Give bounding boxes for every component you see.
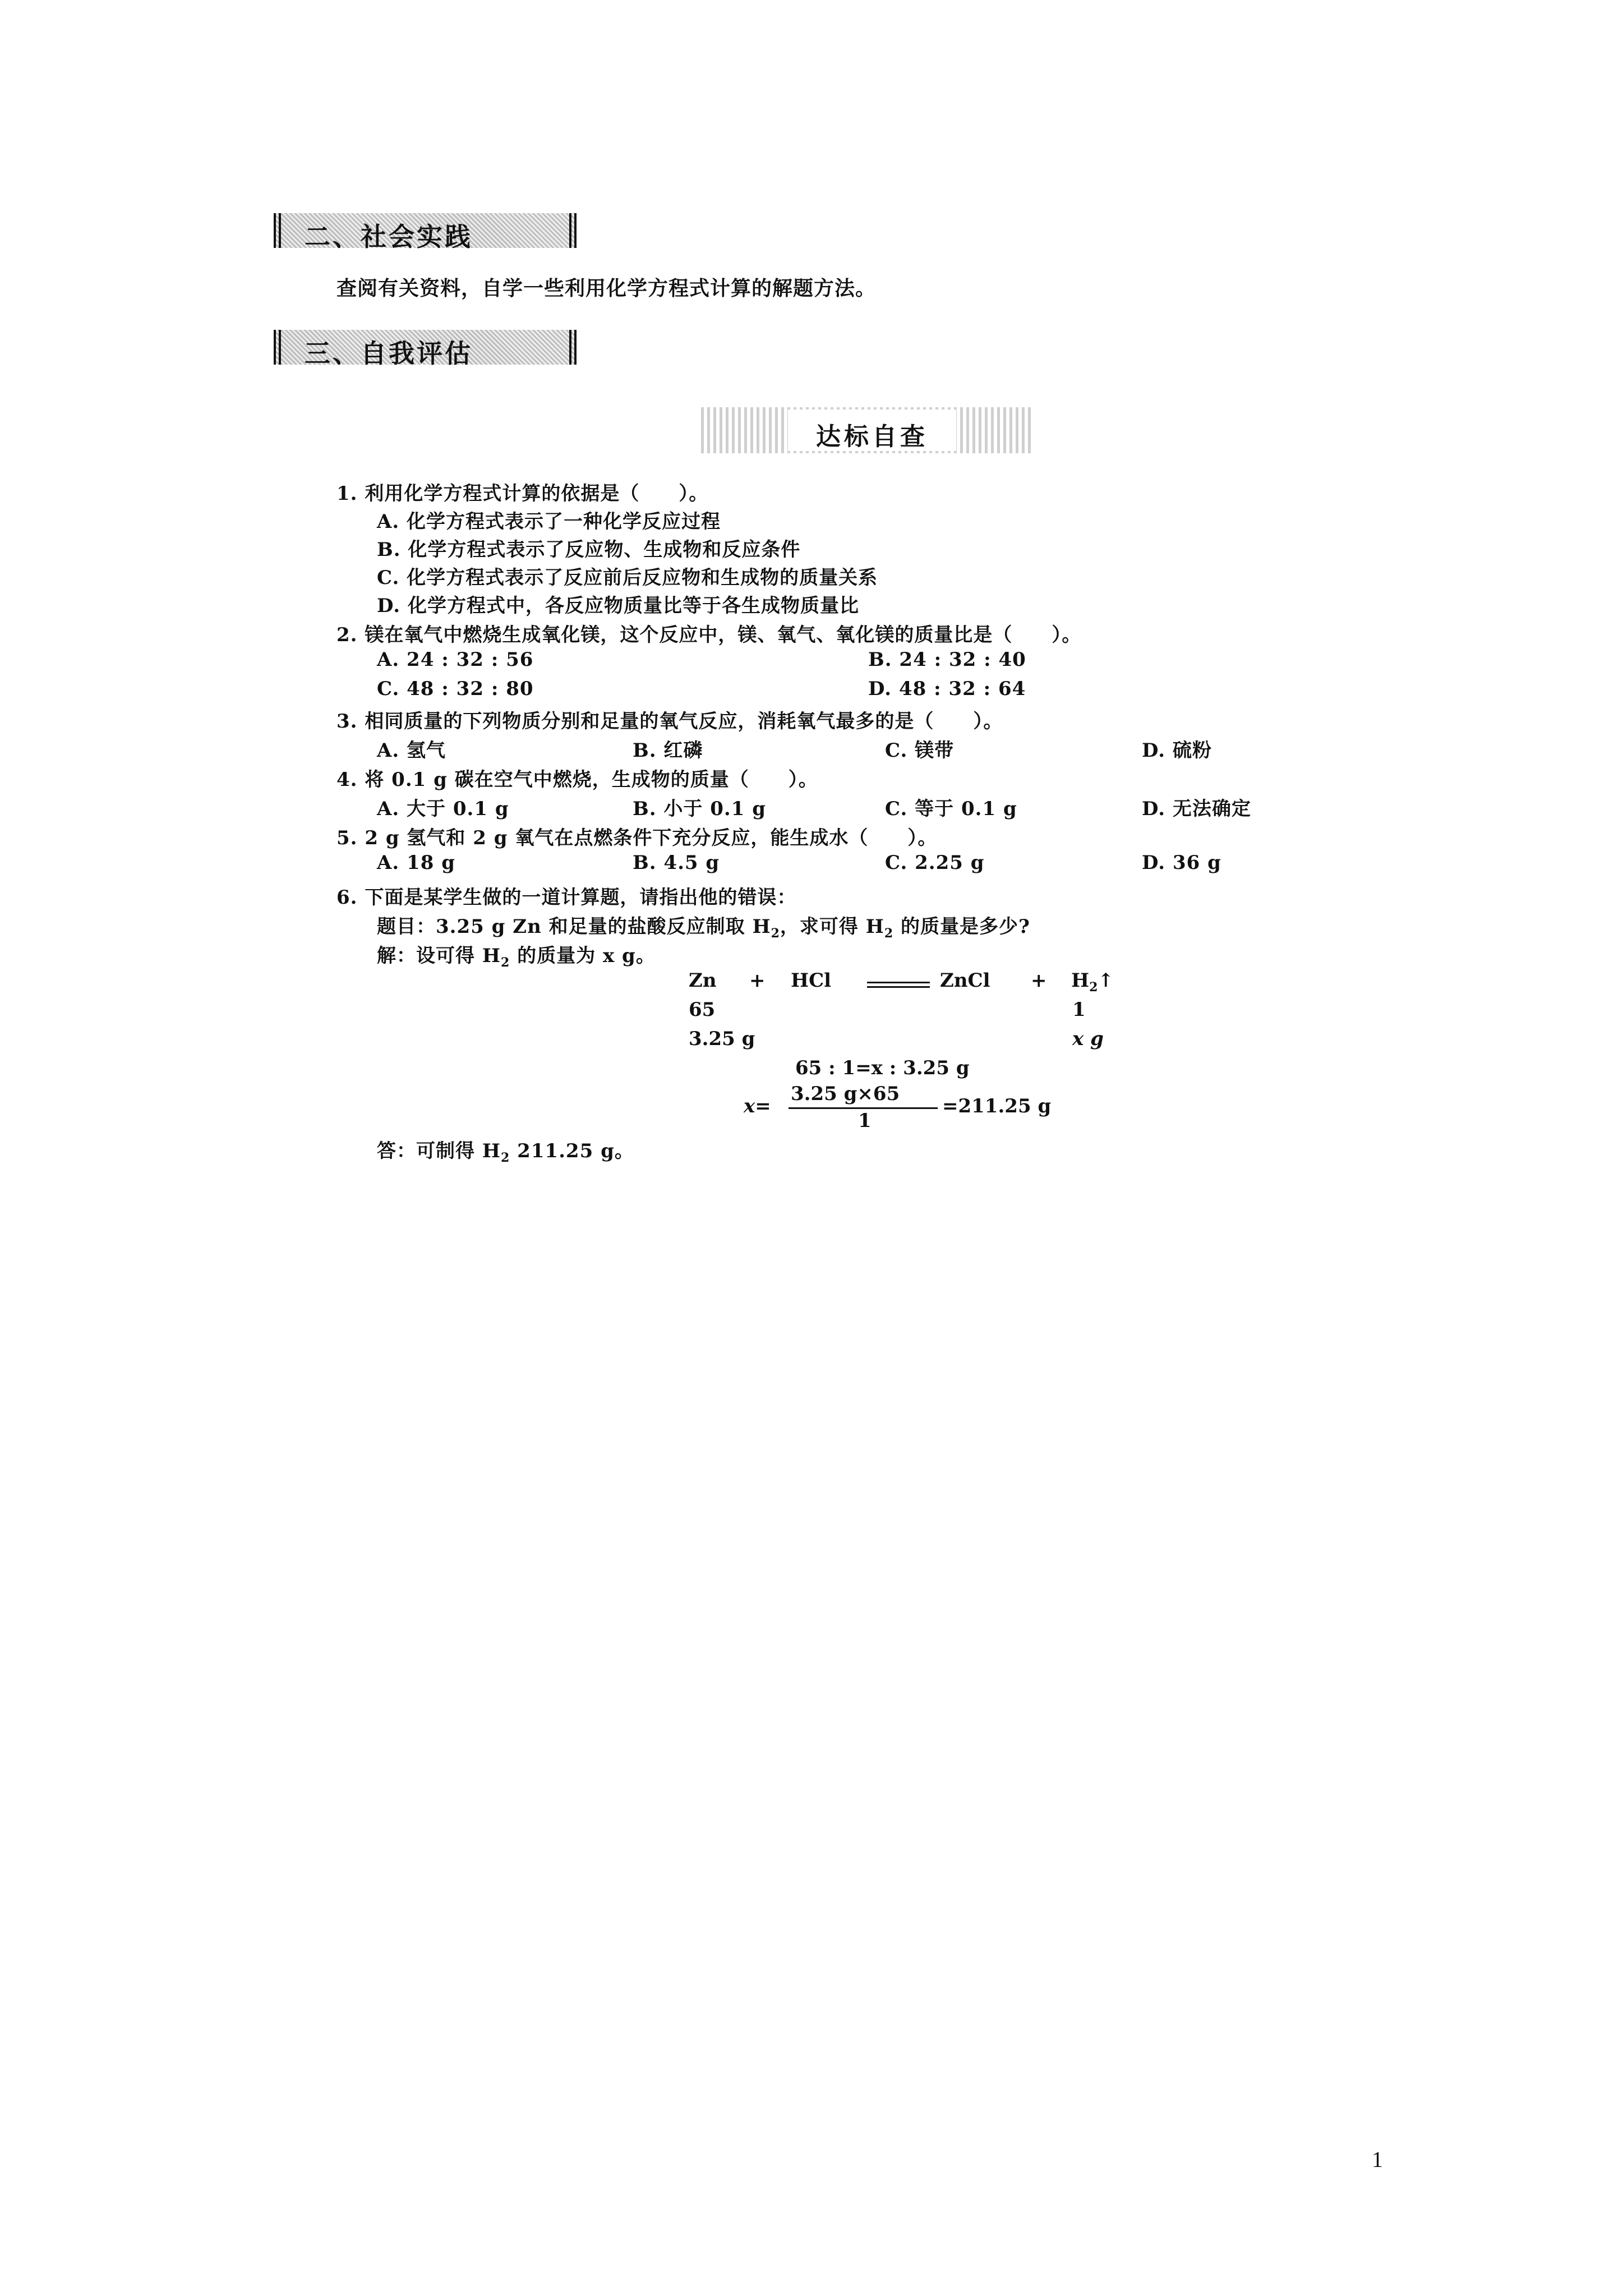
practice-text: 查阅有关资料，自学一些利用化学方程式计算的解题方法。 — [336, 277, 877, 300]
equation-double-line — [867, 982, 930, 988]
equation-hcl: HCl — [791, 969, 832, 992]
problem-label: 题目： — [377, 915, 436, 938]
solution-text-2: 的质量为 x g。 — [510, 945, 656, 967]
subscript: 2 — [771, 926, 780, 941]
question-4-option-b: B. 小于 0.1 g — [633, 798, 767, 820]
question-5-option-c: C. 2.25 g — [885, 852, 985, 874]
question-2-option-d: D. 48 : 32 : 64 — [868, 678, 1026, 700]
question-1-stem: 1. 利用化学方程式计算的依据是（ ）。 — [336, 482, 709, 505]
ratio-line: 65 : 1=x : 3.25 g — [795, 1057, 970, 1079]
question-4-option-d: D. 无法确定 — [1142, 798, 1251, 820]
x-denominator: 1 — [858, 1110, 872, 1132]
question-5-option-d: D. 36 g — [1142, 852, 1221, 874]
question-2-option-b: B. 24 : 32 : 40 — [868, 648, 1026, 671]
check-title-inner — [788, 409, 956, 451]
question-3-stem: 3. 相同质量的下列物质分别和足量的氧气反应，消耗氧气最多的是（ ）。 — [336, 710, 1003, 733]
question-5-stem: 5. 2 g 氢气和 2 g 氧气在点燃条件下充分反应，能生成水（ ）。 — [336, 827, 938, 849]
section-header-label: 三、自我评估 — [305, 338, 473, 369]
equation-h2 — [1071, 969, 1114, 995]
up-arrow-icon: ↑ — [1098, 969, 1114, 992]
equation-zncl: ZnCl — [940, 969, 990, 992]
fraction-bar — [789, 1107, 938, 1109]
section-header-label: 二、社会实践 — [305, 222, 473, 252]
question-5-option-a: A. 18 g — [377, 852, 455, 874]
solution-label: 解： — [377, 945, 416, 967]
given-h2: x g — [1072, 1028, 1104, 1050]
section-header-social-practice — [274, 213, 577, 252]
x-numerator: 3.25 g×65 — [791, 1083, 900, 1105]
solution-text: 设可得 H — [416, 945, 501, 967]
question-1-option-b: B. 化学方程式表示了反应物、生成物和反应条件 — [377, 539, 801, 561]
problem-text-2: ，求可得 H — [780, 915, 884, 938]
x-lhs: x= — [744, 1095, 771, 1117]
question-3-option-a: A. 氢气 — [377, 739, 446, 762]
question-2-option-c: C. 48 : 32 : 80 — [377, 678, 534, 700]
question-2-option-a: A. 24 : 32 : 56 — [377, 648, 534, 671]
check-title-box — [701, 407, 1032, 453]
problem-text-3: 的质量是多少? — [893, 915, 1030, 938]
answer-text-2: 211.25 g。 — [510, 1140, 634, 1162]
question-6-answer — [377, 1135, 634, 1165]
check-title: 达标自查 — [816, 422, 928, 451]
subscript: 2 — [500, 955, 510, 970]
equation-plus-1: + — [749, 969, 766, 992]
question-4-option-a: A. 大于 0.1 g — [377, 798, 509, 820]
subscript: 2 — [884, 926, 894, 941]
subscript: 2 — [1089, 979, 1098, 995]
question-4-option-c: C. 等于 0.1 g — [885, 798, 1017, 820]
question-1-option-c: C. 化学方程式表示了反应前后反应物和生成物的质量关系 — [377, 567, 878, 589]
question-5-option-b: B. 4.5 g — [633, 852, 720, 874]
question-4-stem: 4. 将 0.1 g 碳在空气中燃烧，生成物的质量（ ）。 — [336, 769, 818, 791]
given-zn: 3.25 g — [689, 1028, 755, 1050]
question-1-option-d: D. 化学方程式中，各反应物质量比等于各生成物质量比 — [377, 595, 859, 617]
section-header-self-evaluation — [274, 330, 577, 369]
subscript: 2 — [500, 1150, 510, 1165]
problem-text: 3.25 g Zn 和足量的盐酸反应制取 H — [436, 915, 771, 938]
question-3-option-b: B. 红磷 — [633, 739, 703, 762]
question-6-stem: 6. 下面是某学生做的一道计算题，请指出他的错误： — [336, 886, 797, 909]
question-3-option-c: C. 镁带 — [885, 739, 955, 762]
equation-plus-2: + — [1031, 969, 1047, 992]
answer-text: 可制得 H — [416, 1140, 501, 1162]
question-6-solution — [377, 940, 656, 970]
page-number: 1 — [1372, 2147, 1383, 2172]
answer-label: 答： — [377, 1140, 416, 1162]
equation-h: H — [1071, 969, 1090, 992]
question-1-option-a: A. 化学方程式表示了一种化学反应过程 — [377, 510, 721, 533]
mass-zn: 65 — [689, 999, 716, 1021]
mass-h2: 1 — [1072, 999, 1086, 1021]
question-6-problem — [377, 911, 1030, 941]
question-3-option-d: D. 硫粉 — [1142, 739, 1212, 762]
equation-zn: Zn — [689, 969, 717, 992]
x-rhs: =211.25 g — [942, 1095, 1052, 1117]
question-2-stem: 2. 镁在氧气中燃烧生成氧化镁，这个反应中，镁、氧气、氧化镁的质量比是（ ）。 — [336, 624, 1082, 646]
